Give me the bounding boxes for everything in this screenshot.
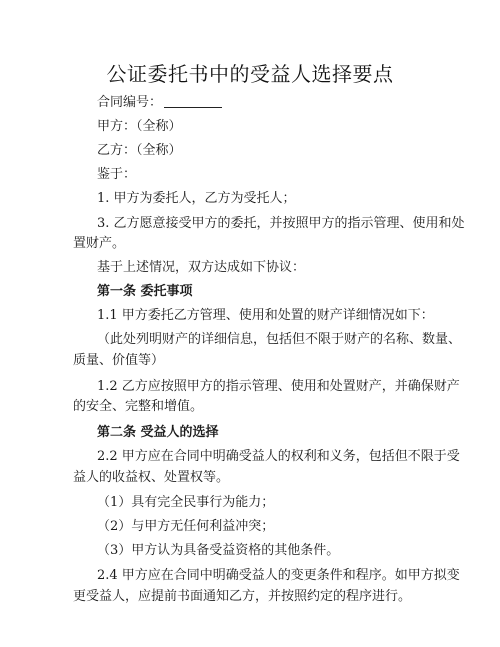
clause-2-4-line-1: 2.4 甲方应在合同中明确受益人的变更条件和程序。如甲方拟变 (97, 568, 460, 583)
clause-2-2-line-2: 益人的收益权、处置权等。 (73, 470, 230, 485)
clause-2-4-line-2: 更受益人，应提前书面通知乙方，并按照约定的程序进行。 (73, 589, 412, 604)
agreement-intro: 基于上述情况，双方达成如下协议： (97, 260, 306, 275)
clause-1-1: 1.1 甲方委托乙方管理、使用和处置的财产详细情况如下： (97, 308, 434, 323)
party-a-line: 甲方：（全称） (97, 119, 182, 134)
clause-1-1-note-line-1: （此处列明财产的详细信息，包括但不限于财产的名称、数量、 (97, 332, 462, 347)
contract-number-line (97, 91, 222, 115)
whereas-item-3-line-1: 3. 乙方愿意接受甲方的委托，并按照甲方的指示管理、使用和处 (97, 216, 465, 231)
clause-1-2-line-1: 1.2 乙方应按照甲方的指示管理、使用和处置财产，并确保财产 (97, 379, 460, 394)
condition-1: （1）具有完全民事行为能力； (97, 495, 275, 510)
document-title: 公证委托书中的受益人选择要点 (106, 62, 394, 86)
whereas-item-1: 1. 甲方为委托人，乙方为受托人； (97, 191, 296, 206)
clause-2-2-line-1: 2.2 甲方应在合同中明确受益人的权利和义务，包括但不限于受 (97, 449, 460, 464)
contract-number-label: 合同编号： (97, 95, 163, 110)
clause-1-2-line-2: 的安全、完整和增值。 (73, 399, 204, 414)
clause-1-1-note-line-2: 质量、价值等） (73, 353, 165, 368)
party-b-line: 乙方：（全称） (97, 143, 182, 158)
contract-number-blank (164, 93, 222, 108)
condition-2: （2）与甲方无任何利益冲突； (97, 519, 275, 534)
whereas-item-3-line-2: 置财产。 (73, 236, 126, 251)
article-1-heading: 第一条 委托事项 (97, 284, 193, 299)
condition-3: （3）甲方认为具备受益资格的其他条件。 (97, 543, 340, 558)
whereas-label: 鉴于： (97, 167, 137, 182)
article-2-heading: 第二条 受益人的选择 (97, 425, 219, 440)
